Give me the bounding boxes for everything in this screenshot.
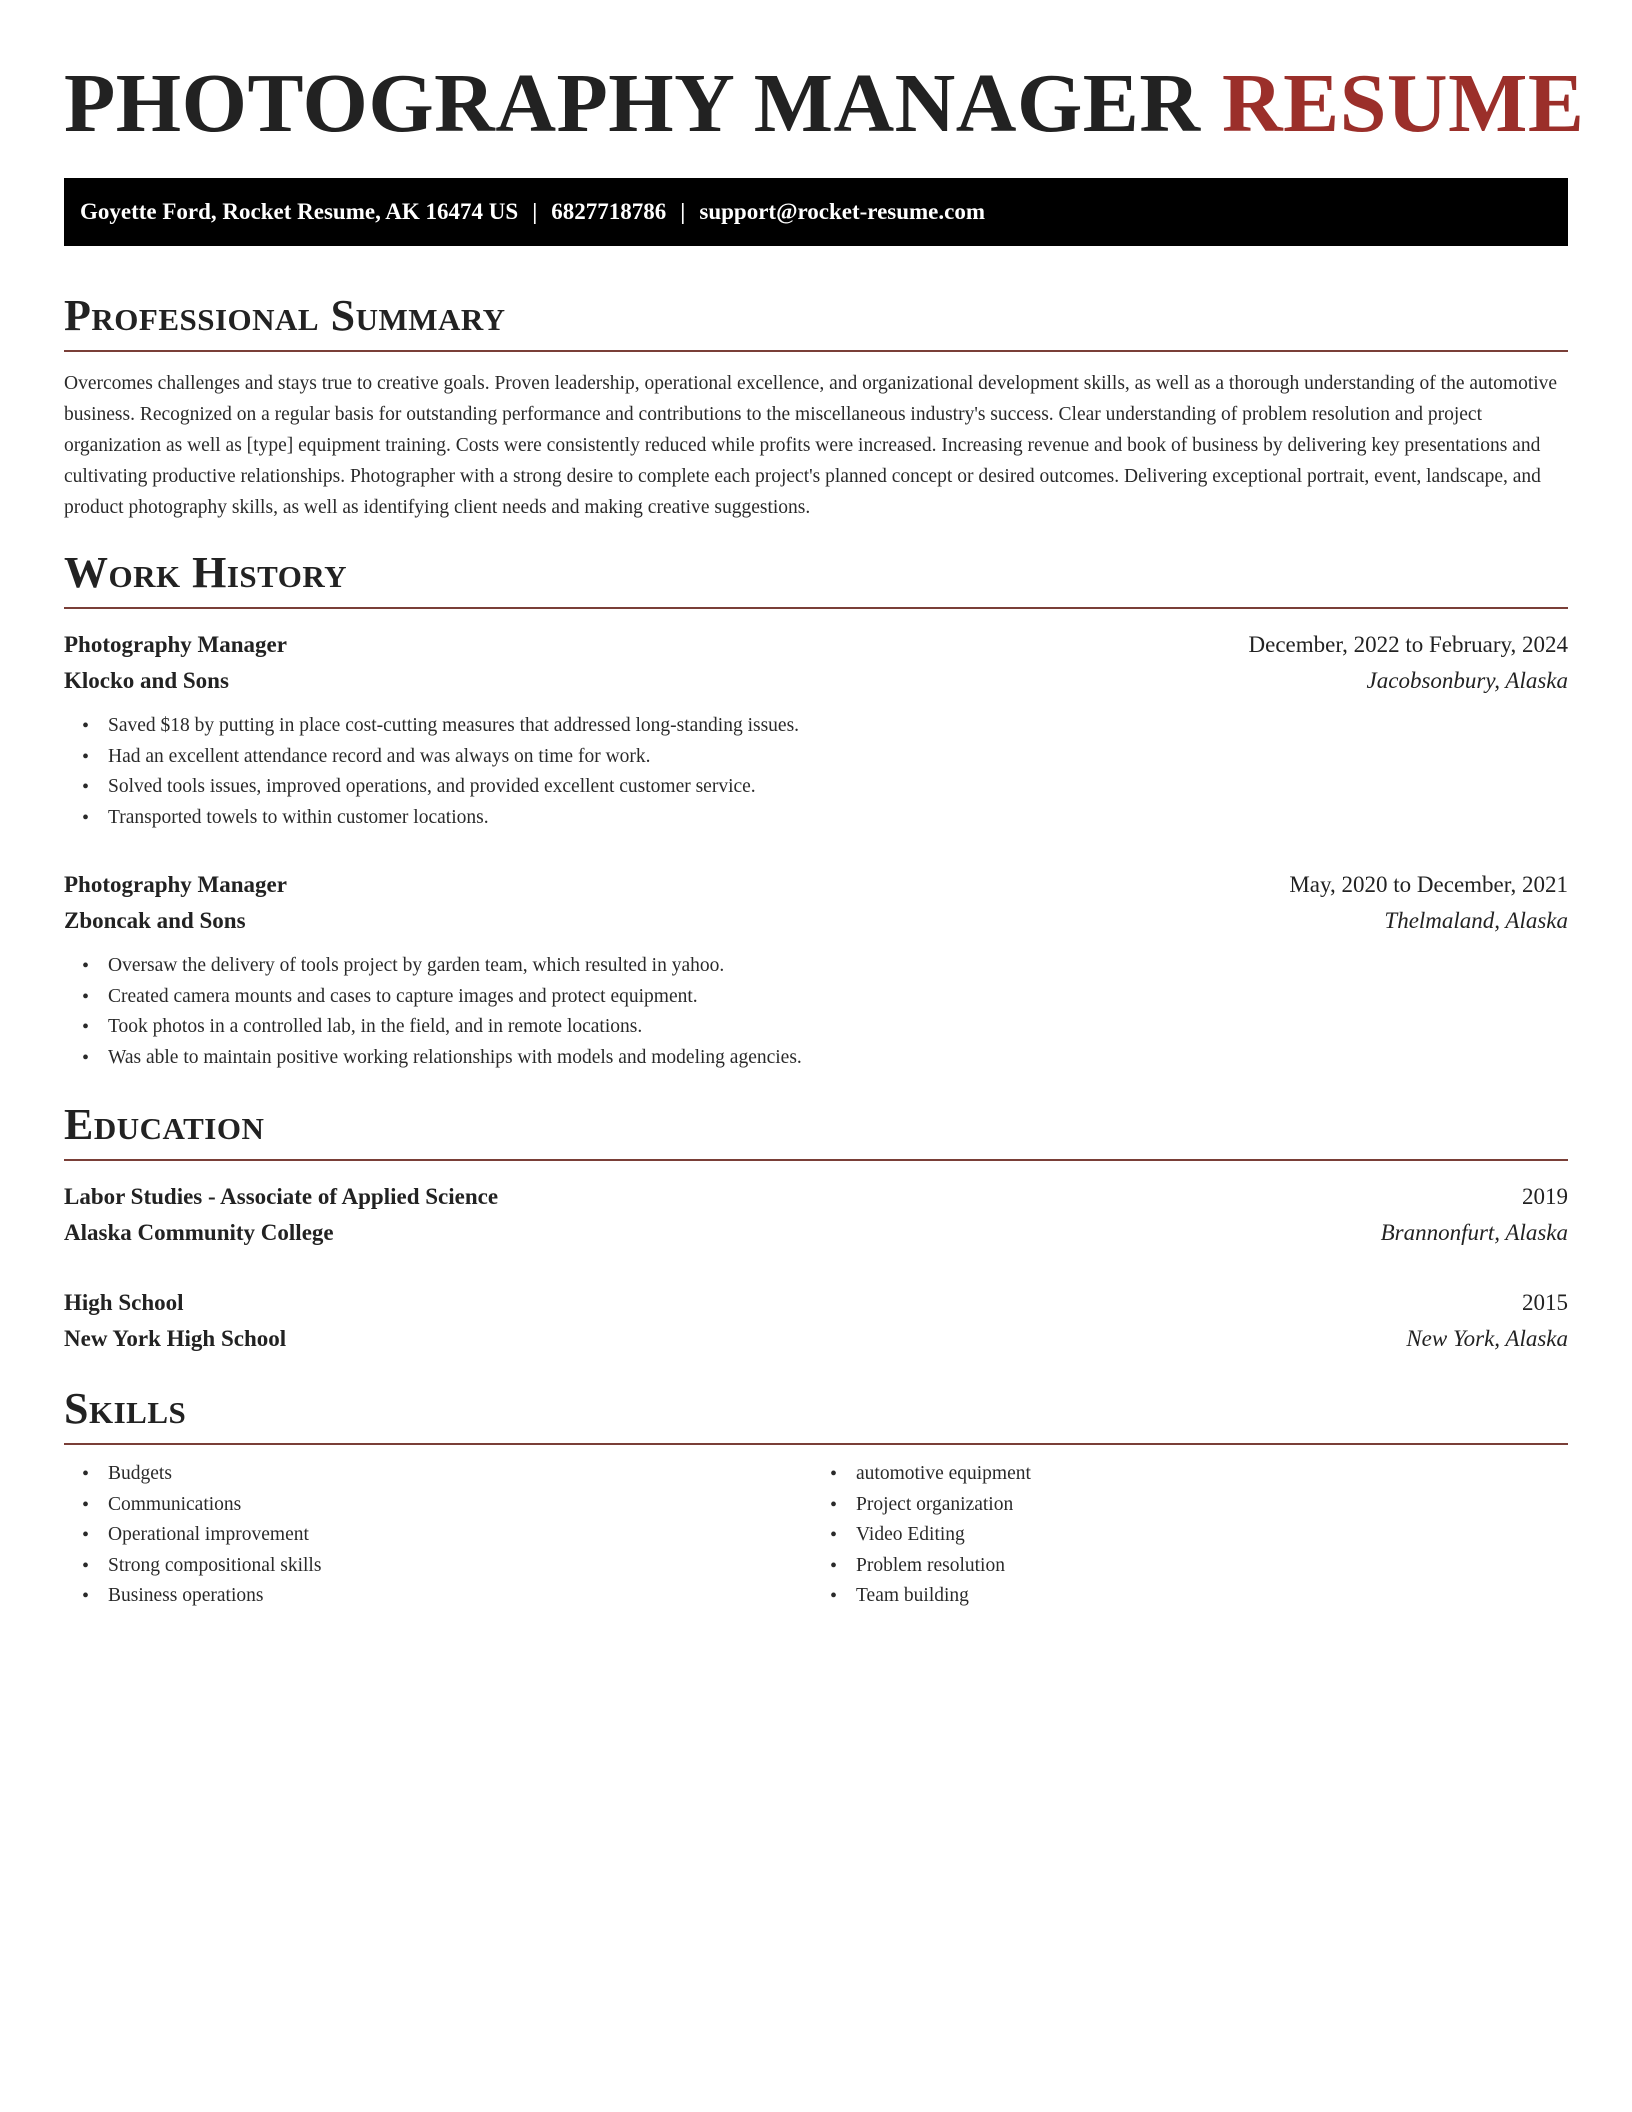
skill-item: • Video Editing (830, 1520, 1568, 1551)
job-location: Thelmaland, Alaska (1384, 908, 1568, 933)
education-degree: Labor Studies - Associate of Applied Science (64, 1184, 499, 1209)
job-location: Jacobsonbury, Alaska (1366, 668, 1568, 693)
skill-item: • Business operations (82, 1581, 816, 1612)
job-company: Klocko and Sons (64, 668, 229, 693)
education-location: Brannonfurt, Alaska (1380, 1220, 1568, 1245)
education-degree: High School (64, 1290, 184, 1315)
skills-grid (64, 1459, 1568, 1612)
education-school-row (64, 1215, 1568, 1251)
contact-separator: | (680, 199, 686, 224)
job-header-row (64, 627, 1568, 663)
summary-text: Overcomes challenges and stays true to creative goals. Proven leadership, operational excellence, and organizational development skills, as well as a thorough understanding of the automotive business. Recognized on a regular basis for outstanding performance and contributions to the miscellaneous industry's success. Clear understanding of problem resolution and project organization as well as [type] equipment training. Costs were consistently reduced while profits were increased. Increasing revenue and book of business by delivering key presentations and cultivating productive relationships. Photographer with a strong desire to complete each project's planned concept or desired outcomes. Delivering exceptional portrait, event, landscape, and product photography skills, as well as identifying client needs and making creative suggestions. (64, 373, 1558, 518)
job-entry (64, 627, 1568, 833)
education-entry (64, 1179, 1568, 1251)
job-bullet: • Created camera mounts and cases to capture images and protect equipment. (82, 982, 1568, 1013)
job-bullet-list (64, 711, 1568, 833)
education-degree-row (64, 1179, 1568, 1215)
education-year: 2015 (1522, 1290, 1568, 1315)
contact-phone: 6827718786 (551, 199, 667, 224)
job-company-row (64, 663, 1568, 699)
job-bullet: • Took photos in a controlled lab, in the field, and in remote locations. (82, 1012, 1568, 1043)
job-bullet: • Saved $18 by putting in place cost-cutting measures that addressed long-standing issues. (82, 711, 1568, 742)
skill-item: • Strong compositional skills (82, 1551, 816, 1582)
section-heading-work-history: Work History (64, 545, 1568, 609)
education-degree-row (64, 1285, 1568, 1321)
contact-email: support@rocket-resume.com (699, 199, 986, 224)
skill-item: • Team building (830, 1581, 1568, 1612)
title-main: PHOTOGRAPHY MANAGER (64, 57, 1201, 150)
contact-separator: | (532, 199, 538, 224)
skill-item: • Operational improvement (82, 1520, 816, 1551)
job-bullet: • Had an excellent attendance record and was always on time for work. (82, 742, 1568, 773)
section-heading-skills: Skills (64, 1381, 1568, 1445)
skills-list-right (816, 1459, 1568, 1612)
skill-item: • Project organization (830, 1490, 1568, 1521)
education-school-row (64, 1321, 1568, 1357)
education-location: New York, Alaska (1406, 1326, 1568, 1351)
job-title: Photography Manager (64, 632, 287, 657)
skill-item: • Communications (82, 1490, 816, 1521)
job-entry (64, 867, 1568, 1073)
job-bullet: • Transported towels to within customer locations. (82, 803, 1568, 834)
education-school: New York High School (64, 1326, 287, 1351)
skill-item: • automotive equipment (830, 1459, 1568, 1490)
contact-address: Goyette Ford, Rocket Resume, AK 16474 US (80, 199, 519, 224)
job-company-row (64, 903, 1568, 939)
education-entry (64, 1285, 1568, 1357)
job-bullet-list (64, 951, 1568, 1073)
job-bullet: • Was able to maintain positive working relationships with models and modeling agencies. (82, 1043, 1568, 1074)
skills-list-left (64, 1459, 816, 1612)
job-title: Photography Manager (64, 872, 287, 897)
job-dates: December, 2022 to February, 2024 (1248, 632, 1568, 657)
job-bullet: • Oversaw the delivery of tools project by garden team, which resulted in yahoo. (82, 951, 1568, 982)
skill-item: • Budgets (82, 1459, 816, 1490)
skill-item: • Problem resolution (830, 1551, 1568, 1582)
resume-title (64, 0, 1585, 154)
job-dates: May, 2020 to December, 2021 (1289, 872, 1568, 897)
job-bullet: • Solved tools issues, improved operations, and provided excellent customer service. (82, 772, 1568, 803)
education-school: Alaska Community College (64, 1220, 334, 1245)
education-year: 2019 (1522, 1184, 1568, 1209)
title-accent: RESUME (1222, 57, 1585, 150)
job-header-row (64, 867, 1568, 903)
contact-bar (64, 178, 1568, 246)
section-heading-education: Education (64, 1097, 1568, 1161)
section-heading-summary: Professional Summary (64, 288, 1568, 352)
job-company: Zboncak and Sons (64, 908, 246, 933)
